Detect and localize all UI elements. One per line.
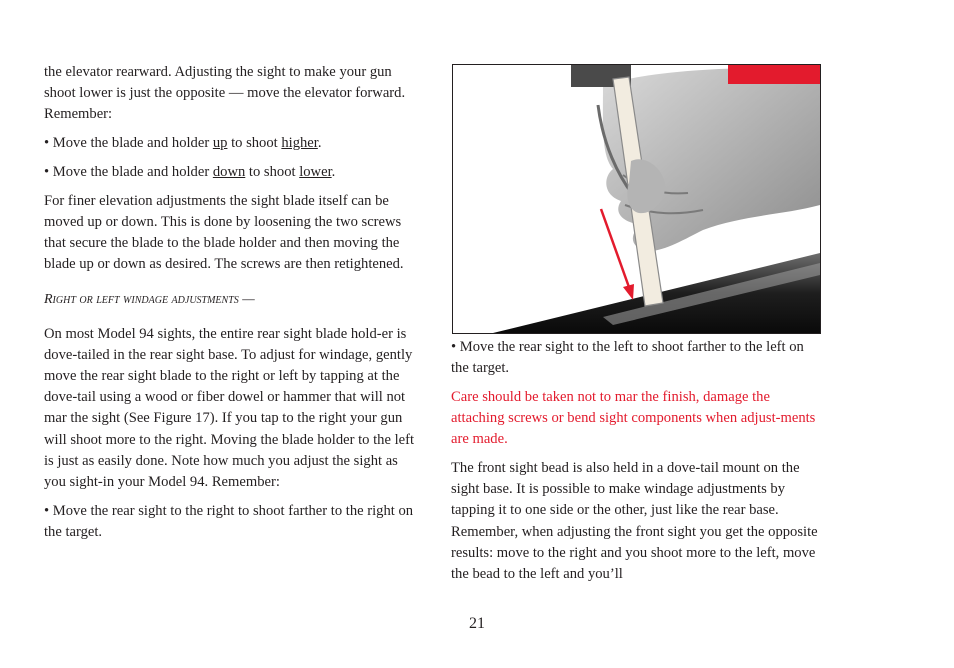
paragraph-front-sight: The front sight bead is also held in a dove-tail mount on the sight base. It is possible to make windage adjustments by tapping it to one side or the other, just like the rear base. Remember, when adjusting the front sight you get the opposite results: move to the right and you shoot more to the left, move the bead to the left and you’ll (451, 460, 818, 583)
bullet-end: . (331, 163, 336, 180)
red-tab (728, 65, 820, 84)
section-heading-windage: Right or left windage adjustments — (44, 292, 255, 308)
paragraph-finer-elevation: For finer elevation adjustments the sight blade itself can be moved up or down. This is done by loosening the two screws that secure the blade to the blade holder and then moving the blade up or down as desired. The screws are then retightened. (44, 192, 404, 273)
result-lower: lower (299, 163, 332, 180)
right-column (451, 337, 823, 593)
left-column (44, 62, 422, 551)
bullet-mid: to shoot (245, 163, 300, 180)
caution-note: Care should be taken not to mar the finish, damage the attaching screws or bend sight components when adjust-ments are made. (451, 388, 816, 448)
bullet-rear-sight-right: • Move the rear sight to the right to shoot farther to the right on the target. (44, 502, 414, 540)
paragraph-windage: On most Model 94 sights, the entire rear sight blade hold-er is dove-tailed in the rear sight base. To adjust for windage, gently move the rear sight blade to the right or left by tapping at the dove-tail using a wood or fiber dowel or hammer that will not mar the sight (See Figure 17). If you tap to the right your gun will shoot more to the right. Moving the blade holder to the left is just as easily done. Note how much you adjust the sight as you sight-in your Model 94. Remember: (44, 325, 415, 490)
bullet-prefix: • Move the blade and holder (44, 135, 213, 152)
bullet-rear-sight-left: • Move the rear sight to the left to shoot farther to the left on the target. (451, 339, 804, 377)
page-number: 21 (469, 615, 485, 632)
bullet-prefix: • Move the blade and holder (44, 163, 213, 180)
direction-up: up (212, 135, 228, 152)
direction-down: down (212, 163, 246, 180)
figure-17-photo (452, 64, 821, 334)
bullet-blade-up (44, 133, 422, 154)
bullet-mid: to shoot (227, 135, 282, 152)
paragraph-elevator: the elevator rearward. Adjusting the sight to make your gun shoot lower is just the opposite — move the elevator forward. Remember: (44, 64, 406, 123)
bullet-end: . (317, 135, 322, 152)
bullet-blade-down (44, 162, 422, 183)
result-higher: higher (281, 135, 318, 152)
photo-illustration (453, 65, 820, 333)
